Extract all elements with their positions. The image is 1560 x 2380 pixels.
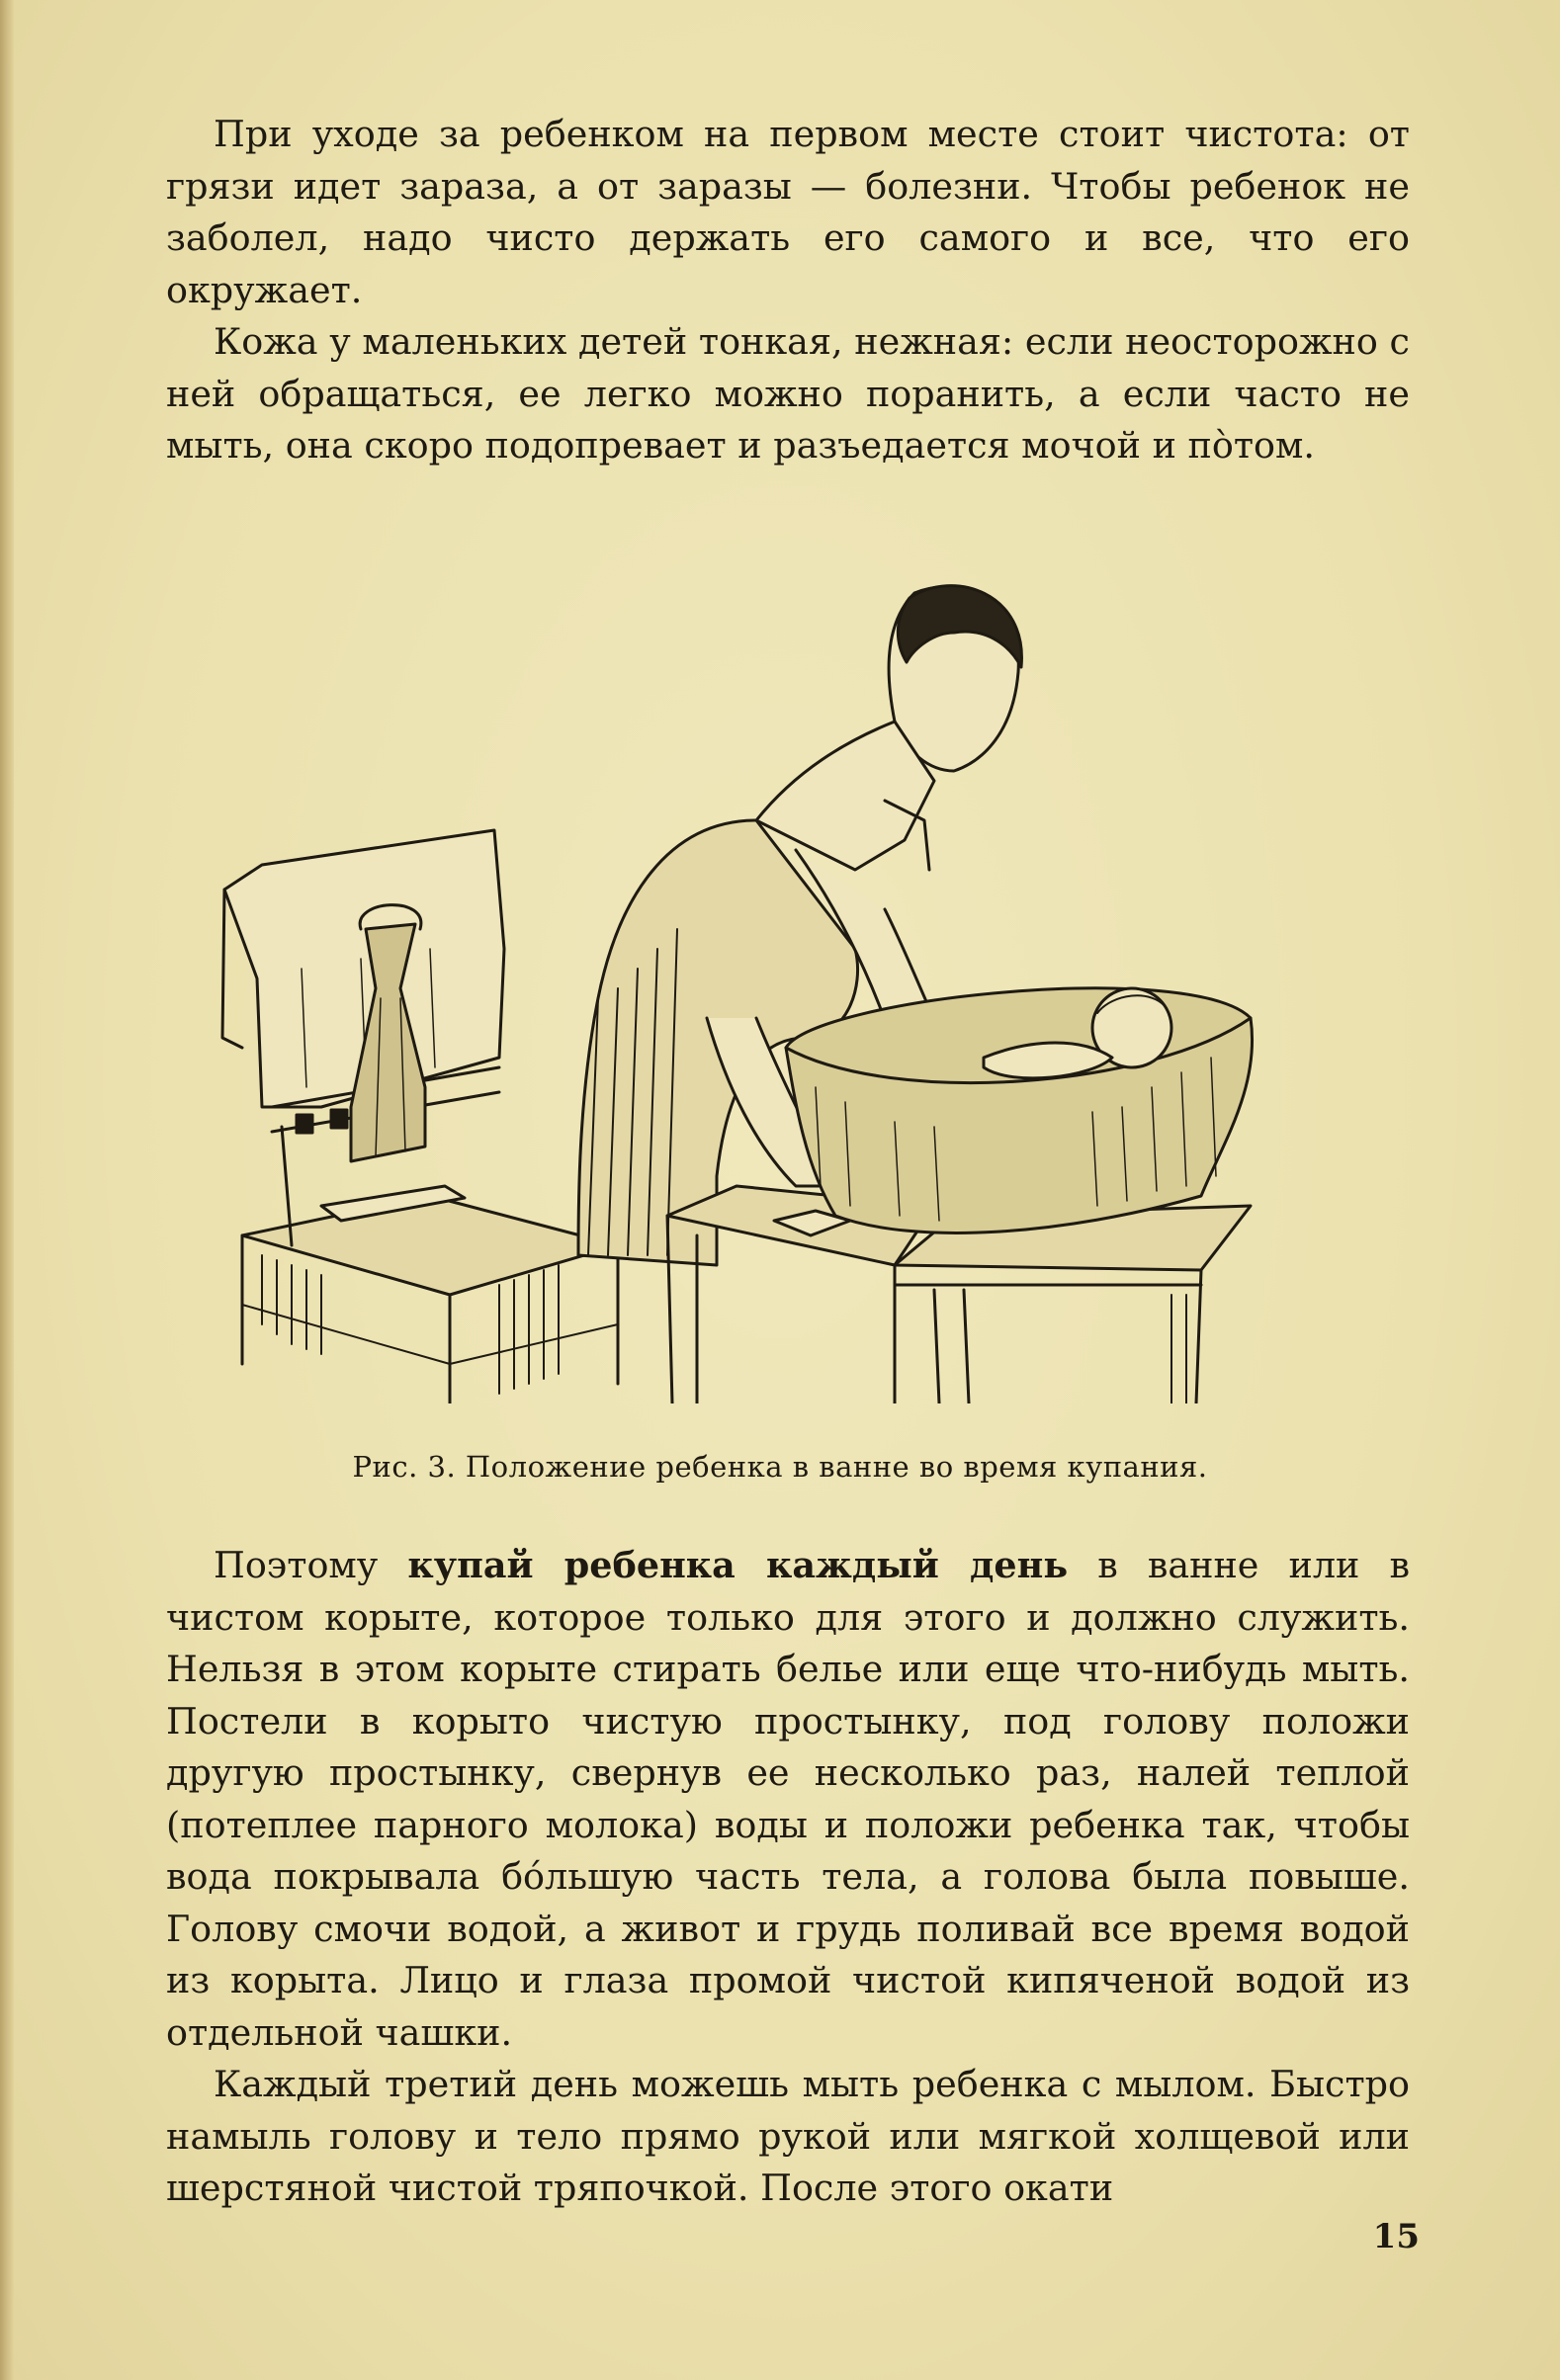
page-binding-edge: [0, 0, 14, 2380]
paragraph-bathing: [166, 1540, 1410, 2059]
top-text-block: [166, 109, 1410, 472]
page-number: 15: [1372, 2217, 1420, 2256]
paragraph-soap: Каждый третий день можешь мыть ребенка с мылом. Быстро намыль голову и тело прямо рукой или мягкой холщевой или шерстяной чистой тряпочкой. После этого окати: [166, 2063, 1410, 2209]
bathing-emphasis-text: купай ребенка каждый день: [407, 1544, 1069, 1586]
figure-caption: Рис. 3. Положение ребенка в ванне во время купания.: [352, 1450, 1208, 1484]
paragraph-skin: Кожа у маленьких детей тонкая, нежная: если неосторожно с ней обращаться, ее легко можно поранить, а если часто не мыть, она скоро подопревает и разъедается мочой и пòтом.: [166, 320, 1410, 467]
bathing-lead-text: Поэтому: [214, 1544, 408, 1586]
bathing-illustration: [203, 573, 1384, 1403]
bottom-text-block: [166, 1540, 1410, 2215]
paragraph-cleanliness: При уходе за ребенком на первом месте стоит чистота: от грязи идет зараза, а от заразы — болезни. Чтобы ребенок не заболел, надо чисто держать его самого и все, что его окружает.: [166, 113, 1410, 311]
bathing-rest-text: в ванне или в чистом корыте, которое только для этого и должно служить. Нельзя в этом корыте стирать белье или еще что-нибудь мыть. Постели в корыто чистую простынку, под голову положи другую простынку, свернув ее несколько раз, налей теплой (потеплее парного молока) воды и положи ребенка так, чтобы вода покрывала бо́льшую часть тела, а голова была повыше. Голову смочи водой, а живот и грудь поливай все время водой из корыта. Лицо и глаза промой чистой кипяченой водой из отдельной чашки.: [166, 1544, 1410, 2054]
